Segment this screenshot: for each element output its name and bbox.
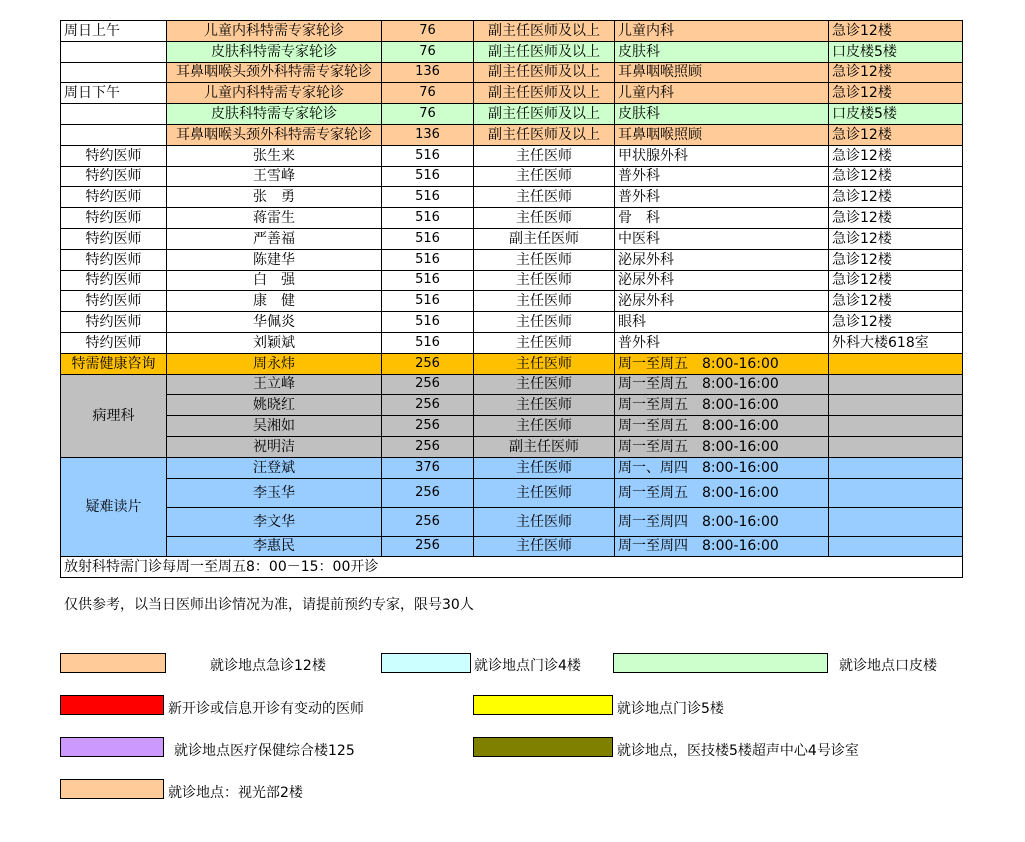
session-label: 特约医师	[61, 208, 167, 229]
fee: 256	[382, 374, 474, 395]
doctor-name: 皮肤科特需专家轮诊	[167, 41, 382, 62]
schedule: 周一至周五 8:00-16:00	[615, 374, 829, 395]
doctor-name: 李惠民	[167, 536, 382, 557]
location	[829, 436, 963, 457]
location: 急诊12楼	[829, 228, 963, 249]
schedule: 周一至周五 8:00-16:00	[615, 478, 829, 507]
fee: 76	[382, 83, 474, 104]
doctor-title: 副主任医师	[474, 436, 615, 457]
session-label: 特约医师	[61, 166, 167, 187]
table-row	[61, 249, 963, 270]
legend-label-changed: 新开诊或信息开诊有变动的医师	[168, 701, 364, 717]
doctor-title: 主任医师	[474, 187, 615, 208]
legend-swatch-healthcare	[60, 737, 164, 757]
doctor-title: 副主任医师及以上	[474, 104, 615, 125]
doctor-title: 主任医师	[474, 312, 615, 333]
doctor-title: 主任医师	[474, 416, 615, 437]
session-label	[61, 62, 167, 83]
doctor-title: 主任医师	[474, 270, 615, 291]
legend-swatch-ultrasound	[473, 737, 613, 757]
legend-label-healthcare: 就诊地点医疗保健综合楼125	[174, 743, 355, 759]
table-row	[61, 507, 963, 536]
doctor-name: 张生来	[167, 145, 382, 166]
location	[829, 416, 963, 437]
department: 泌尿外科	[615, 270, 829, 291]
doctor-name: 儿童内科特需专家轮诊	[167, 83, 382, 104]
fee: 136	[382, 62, 474, 83]
doctor-name: 蒋雷生	[167, 208, 382, 229]
table-row	[61, 374, 963, 395]
doctor-title: 主任医师	[474, 249, 615, 270]
doctor-name: 华佩炎	[167, 312, 382, 333]
doctor-title: 主任医师	[474, 507, 615, 536]
fee: 516	[382, 312, 474, 333]
table-row	[61, 436, 963, 457]
fee: 516	[382, 249, 474, 270]
doctor-name: 李玉华	[167, 478, 382, 507]
session-label: 特约医师	[61, 187, 167, 208]
doctor-title: 副主任医师及以上	[474, 41, 615, 62]
doctor-title: 副主任医师及以上	[474, 124, 615, 145]
location: 急诊12楼	[829, 83, 963, 104]
doctor-name: 康 健	[167, 291, 382, 312]
doctor-name: 皮肤科特需专家轮诊	[167, 104, 382, 125]
doctor-name: 张 勇	[167, 187, 382, 208]
doctor-name: 耳鼻咽喉头颈外科特需专家轮诊	[167, 124, 382, 145]
location: 急诊12楼	[829, 312, 963, 333]
table-row	[61, 353, 963, 374]
session-label: 特约医师	[61, 332, 167, 353]
session-label	[61, 41, 167, 62]
doctor-title: 主任医师	[474, 166, 615, 187]
table-row	[61, 270, 963, 291]
doctor-title: 主任医师	[474, 457, 615, 478]
session-label	[61, 104, 167, 125]
legend-label-clinic5: 就诊地点门诊5楼	[617, 701, 724, 717]
doctor-title: 副主任医师及以上	[474, 21, 615, 42]
doctor-title: 主任医师	[474, 395, 615, 416]
department: 耳鼻咽喉照顾	[615, 62, 829, 83]
location: 急诊12楼	[829, 62, 963, 83]
doctor-name: 吴湘如	[167, 416, 382, 437]
fee: 376	[382, 457, 474, 478]
session-label	[61, 124, 167, 145]
legend-swatch-optometry	[60, 779, 164, 799]
table-row	[61, 41, 963, 62]
department: 普外科	[615, 166, 829, 187]
fee: 76	[382, 104, 474, 125]
table-row	[61, 187, 963, 208]
fee: 516	[382, 291, 474, 312]
location: 口皮楼5楼	[829, 104, 963, 125]
doctor-title: 主任医师	[474, 208, 615, 229]
doctor-name: 姚晓红	[167, 395, 382, 416]
table-row	[61, 395, 963, 416]
session-label: 特约医师	[61, 145, 167, 166]
schedule: 周一至周四 8:00-16:00	[615, 507, 829, 536]
legend-swatch-clinic4	[381, 653, 471, 673]
legend-label-dental-derm: 就诊地点口皮楼	[839, 658, 937, 674]
group-label-reading: 疑难读片	[61, 457, 167, 557]
table-row	[61, 557, 963, 578]
department: 皮肤科	[615, 104, 829, 125]
doctor-title: 主任医师	[474, 478, 615, 507]
department: 甲状腺外科	[615, 145, 829, 166]
schedule-table	[60, 20, 963, 578]
department: 泌尿外科	[615, 249, 829, 270]
schedule: 周一至周五 8:00-16:00	[615, 416, 829, 437]
doctor-title: 主任医师	[474, 536, 615, 557]
session-label: 周日下午	[61, 83, 167, 104]
session-label: 特约医师	[61, 270, 167, 291]
location: 外科大楼618室	[829, 332, 963, 353]
fee: 256	[382, 478, 474, 507]
doctor-title: 副主任医师及以上	[474, 83, 615, 104]
location: 急诊12楼	[829, 187, 963, 208]
doctor-title: 主任医师	[474, 353, 615, 374]
location: 急诊12楼	[829, 208, 963, 229]
table-row	[61, 104, 963, 125]
table-row	[61, 124, 963, 145]
group-label-pathology: 病理科	[61, 374, 167, 457]
location: 急诊12楼	[829, 21, 963, 42]
location	[829, 478, 963, 507]
location: 急诊12楼	[829, 145, 963, 166]
fee: 516	[382, 187, 474, 208]
session-label: 特约医师	[61, 249, 167, 270]
table-row	[61, 457, 963, 478]
fee: 516	[382, 332, 474, 353]
legend-swatch-dental-derm	[613, 653, 828, 673]
location	[829, 353, 963, 374]
fee: 516	[382, 145, 474, 166]
doctor-name: 刘颖斌	[167, 332, 382, 353]
location	[829, 507, 963, 536]
table-row	[61, 312, 963, 333]
doctor-name: 耳鼻咽喉头颈外科特需专家轮诊	[167, 62, 382, 83]
footer-note: 仅供参考，以当日医师出诊情况为准，请提前预约专家，限号30人	[64, 597, 474, 613]
department: 儿童内科	[615, 83, 829, 104]
fee: 256	[382, 416, 474, 437]
location	[829, 536, 963, 557]
fee: 76	[382, 41, 474, 62]
legend-label-clinic4: 就诊地点门诊4楼	[474, 658, 581, 674]
location: 急诊12楼	[829, 124, 963, 145]
table-row	[61, 83, 963, 104]
doctor-name: 白 强	[167, 270, 382, 291]
location	[829, 395, 963, 416]
table-row	[61, 291, 963, 312]
fee: 256	[382, 507, 474, 536]
legend-label-ultrasound: 就诊地点，医技楼5楼超声中心4号诊室	[617, 743, 859, 759]
session-label: 周日上午	[61, 21, 167, 42]
table-row	[61, 478, 963, 507]
location: 急诊12楼	[829, 270, 963, 291]
doctor-name: 李文华	[167, 507, 382, 536]
schedule: 周一至周五 8:00-16:00	[615, 436, 829, 457]
doctor-title: 主任医师	[474, 145, 615, 166]
legend-swatch-er12	[60, 653, 166, 673]
fee: 76	[382, 21, 474, 42]
department: 普外科	[615, 332, 829, 353]
table-row	[61, 145, 963, 166]
department: 耳鼻咽喉照顾	[615, 124, 829, 145]
department: 周一至周五 8:00-16:00	[615, 353, 829, 374]
schedule: 周一至周四 8:00-16:00	[615, 536, 829, 557]
location: 急诊12楼	[829, 249, 963, 270]
legend-swatch-changed	[60, 695, 164, 715]
session-label: 特约医师	[61, 228, 167, 249]
doctor-name: 祝明洁	[167, 436, 382, 457]
doctor-title: 主任医师	[474, 374, 615, 395]
doctor-title: 副主任医师	[474, 228, 615, 249]
table-row	[61, 536, 963, 557]
department: 皮肤科	[615, 41, 829, 62]
session-label: 特约医师	[61, 312, 167, 333]
table-row	[61, 332, 963, 353]
doctor-title: 主任医师	[474, 291, 615, 312]
department: 儿童内科	[615, 21, 829, 42]
location: 急诊12楼	[829, 166, 963, 187]
session-label: 特约医师	[61, 291, 167, 312]
fee: 516	[382, 208, 474, 229]
schedule: 周一、周四 8:00-16:00	[615, 457, 829, 478]
doctor-title: 主任医师	[474, 332, 615, 353]
radiology-note: 放射科特需门诊每周一至周五8：00－15：00开诊	[61, 557, 963, 578]
doctor-name: 严善福	[167, 228, 382, 249]
department: 普外科	[615, 187, 829, 208]
location: 口皮楼5楼	[829, 41, 963, 62]
doctor-name: 陈建华	[167, 249, 382, 270]
table-row	[61, 228, 963, 249]
table-row	[61, 416, 963, 437]
fee: 136	[382, 124, 474, 145]
doctor-name: 儿童内科特需专家轮诊	[167, 21, 382, 42]
fee: 256	[382, 353, 474, 374]
schedule: 周一至周五 8:00-16:00	[615, 395, 829, 416]
department: 骨 科	[615, 208, 829, 229]
table-row	[61, 166, 963, 187]
fee: 516	[382, 166, 474, 187]
fee: 256	[382, 395, 474, 416]
doctor-name: 汪登斌	[167, 457, 382, 478]
doctor-name: 王立峰	[167, 374, 382, 395]
legend-swatch-clinic5	[473, 695, 613, 715]
doctor-title: 副主任医师及以上	[474, 62, 615, 83]
session-label: 特需健康咨询	[61, 353, 167, 374]
table-row	[61, 62, 963, 83]
location	[829, 374, 963, 395]
legend-label-optometry: 就诊地点：视光部2楼	[168, 785, 303, 801]
location	[829, 457, 963, 478]
fee: 516	[382, 228, 474, 249]
fee: 256	[382, 536, 474, 557]
fee: 516	[382, 270, 474, 291]
doctor-name: 王雪峰	[167, 166, 382, 187]
department: 中医科	[615, 228, 829, 249]
department: 眼科	[615, 312, 829, 333]
location: 急诊12楼	[829, 291, 963, 312]
doctor-name: 周永炜	[167, 353, 382, 374]
table-row	[61, 21, 963, 42]
legend-label-er12: 就诊地点急诊12楼	[210, 658, 326, 674]
table-row	[61, 208, 963, 229]
fee: 256	[382, 436, 474, 457]
department: 泌尿外科	[615, 291, 829, 312]
